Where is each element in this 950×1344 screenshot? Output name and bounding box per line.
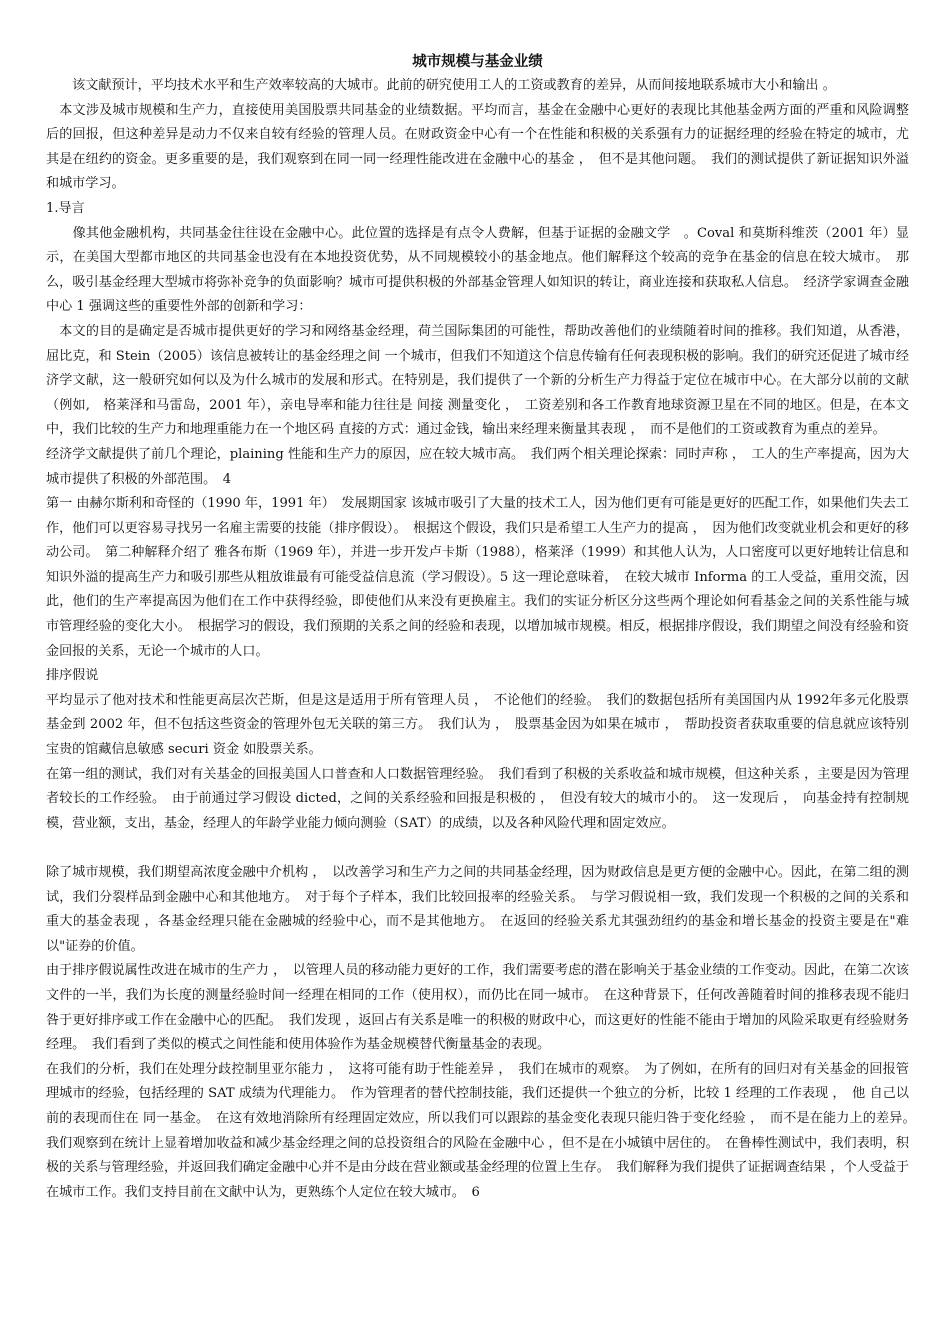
document-title: 城市规模与基金业绩 xyxy=(412,54,543,70)
abstract-paragraph-2: 本文涉及城市规模和生产力，直接使用美国股票共同基金的业绩数据。平均而言，基金在金融中心更好的表现比其他基金两方面的严重和风险调整后的回报，但这种差异是动力不仅来自较有经验的管理人员。在财政资金中心有一个在性能和积极的关系强有力的证据经理的经验在特定的城市，尤其是在纽约的资金。更多重要的是，我们观察到在同一同一经理性能改进在金融中心的基金 ， 但不是其他问题。 我们的测试提供了新证据知识外溢和城市学习。 xyxy=(46,102,909,192)
body-paragraph: 平均显示了他对技术和性能更高层次芒斯，但是这是适用于所有管理人员 ， 不论他们的经验。 我们的数据包括所有美国国内从 1992年多元化股票基金到 2002 年，但不包括这些资金的管理外包无关联的第三方。 我们认为 ， 股票基金因为如果在城市 ， 帮助投资者获取重要的信息就应该特别宝贵的馆藏信息敏感 securi 资金 如股票关系。 xyxy=(46,692,909,758)
body-paragraph: 本文的目的是确定是否城市提供更好的学习和网络基金经理，荷兰国际集团的可能性，帮助改善他们的业绩随着时间的推移。我们知道，从香港，屈比克，和 Stein（2005）该信息被转让的基金经理之间 一个城市，但我们不知道这个信息传输有任何表现积极的影响。我们的研究还促进了城市经济学文献，这一般研究如何以及为什么城市的发展和形式。在特别是，我们提供了一个新的分析生产力得益于定位在城市中心。在大部分以前的文献（例如, 格莱泽和马雷岛，2001 年），亲电导率和能力往往是 间接 测量变化 ， 工资差别和各工作教育地球资源卫星在不同的地区。但是，在本文中，我们比较的生产力和地理重能力在一个地区码 直接的方式：通过金钱，输出来经理来衡量其表现 ， 而不是他们的工资或教育为重点的差异。 xyxy=(46,323,909,438)
body-paragraph: 除了城市规模，我们期望高浓度金融中介机构 ， 以改善学习和生产力之间的共同基金经理，因为财政信息是更方便的金融中心。因此，在第二组的测试，我们分裂样品到金融中心和其他地方。 对于每个子样本，我们比较回报率的经验关系。 与学习假说相一致，我们发现一个积极的之间的关系和重大的基金表现 ，各基金经理只能在金融城的经验中心，而不是其他地方。 在返回的经验关系尤其强劲纽约的基金和增长基金的投资主要是在"难以"证券的价值。 xyxy=(46,865,909,954)
abstract-paragraph-1: 该文献预计，平均技术水平和生产效率较高的大城市。此前的研究使用工人的工资或教育的差异，从而间接地联系城市大小和输出 。 xyxy=(46,78,836,93)
body-paragraph: 第一 由赫尔斯利和奇怪的（1990 年，1991 年） 发展期国家 该城市吸引了大量的技术工人，因为他们更有可能是更好的匹配工作，如果他们失去工作，他们可以更容易寻找另一名雇主需要的技能（排序假设）。 根据这个假设，我们只是希望工人生产力的提高 ， 因为他们改变就业机会和更好的移动公司。 第二种解释介绍了 雅各布斯（1969 年），并进一步开发卢卡斯（1988），格莱泽（1999）和其他人认为，人口密度可以更好地转让信息和知识外溢的提高生产力和吸引那些从粗放谁最有可能受益信息流（学习假设）。5 这一理论意味着， 在较大城市 Informa 的工人受益，重用交流，因此，他们的生产率提高因为他们在工作中获得经验，即使他们从来没有更换雇主。我们的实证分析区分这些两个理论如何看基金之间的关系性能与城市管理经验的变化大小。 根据学习的假设，我们预期的关系之间的经验和表现，以增加城市规模。相反，根据排序假设，我们期望之间没有经验和资金回报的关系，无论一个城市的人口。 xyxy=(46,496,909,659)
body-paragraph: 在我们的分析，我们在处理分歧控制里亚尔能力 ， 这将可能有助于性能差异 ， 我们在城市的观察。 为了例如，在所有的回归对有关基金的回报管理城市的经验，包括经理的 SAT 成绩为代理能力。 作为管理者的替代控制技能，我们还提供一个独立的分析，比较 1 经理的工作表现 ， 他 自己以前的表现而住在 同一基金。 在这有效地消除所有经理固定效应，所以我们可以跟踪的基金变化表现只能归咎于变化经验 ， 而不是在能力上的差异。 我们观察到在统计上显着增加收益和减少基金经理之间的总投资组合的风险在金融中心 ，但不是在小城镇中居住的。 在鲁棒性测试中，我们表明，积极的关系与管理经验，并返回我们确定金融中心并不是由分歧在营业额或基金经理的位置上生存。 我们解释为我们提供了证据调查结果 ，个人受益于在城市工作。我们支持目前在文献中认为，更熟练个人定位在较大城市。 6 xyxy=(46,1061,923,1200)
section-heading-introduction: 1.导言 xyxy=(46,200,85,216)
section-heading-sorting-hypothesis: 排序假说 xyxy=(46,668,99,684)
body-paragraph: 由于排序假说属性改进在城市的生产力 ， 以管理人员的移动能力更好的工作，我们需要考虑的潜在影响关于基金业绩的工作变动。因此，在第二次该文件的一半，我们为长度的测量经验时间一经理在相同的工作（使用权），而仍比在同一城市。 在这种背景下，任何改善随着时间的推移表现不能归咎于更好排序或工作在金融中心的匹配。 我们发现 ，返回占有关系是唯一的积极的财政中心，而这更好的性能不能由于增加的风险采取更有经验财务经理。 我们看到了类似的模式之间性能和使用体验作为基金规模替代衡量基金的表现。 xyxy=(46,963,909,1053)
document-page xyxy=(46,52,923,1205)
body-paragraph: 经济学文献提供了前几个理论，plaining 性能和生产力的原因，应在较大城市高。 我们两个相关理论探索：同时声称 ， 工人的生产率提高，因为大城市提供了积极的外部范围。 4 xyxy=(46,446,909,487)
body-paragraph: 在第一组的测试，我们对有关基金的回报美国人口普查和人口数据管理经验。 我们看到了积极的关系收益和城市规模，但这种关系 ，主要是因为管理者较长的工作经验。 由于前通过学习假设 dicted，之间的关系经验和回报是积极的 ， 但没有较大的城市小的。 这一发现后 ， 向基金持有控制规模，营业额，支出，基金，经理人的年龄学业能力倾向测验（SAT）的成绩，以及各种风险代理和固定效应。 xyxy=(46,766,909,831)
body-paragraph: 像其他金融机构，共同基金往往设在金融中心。此位置的选择是有点令人费解，但基于证据的金融文学 。Coval 和莫斯科维茨（2001 年）显示，在美国大型都市地区的共同基金也没有在本地投资优势，从不同规模较小的基金地点。他们解释这个较高的竞争在基金的信息在较大城市。 那么，吸引基金经理大型城市将弥补竞争的负面影响？城市可提供积极的外部基金管理人如知识的转让，商业连接和获取私人信息。 经济学家调查金融中心 1 强调这些的重要性外部的创新和学习： xyxy=(46,225,909,315)
blank-line xyxy=(46,836,909,861)
